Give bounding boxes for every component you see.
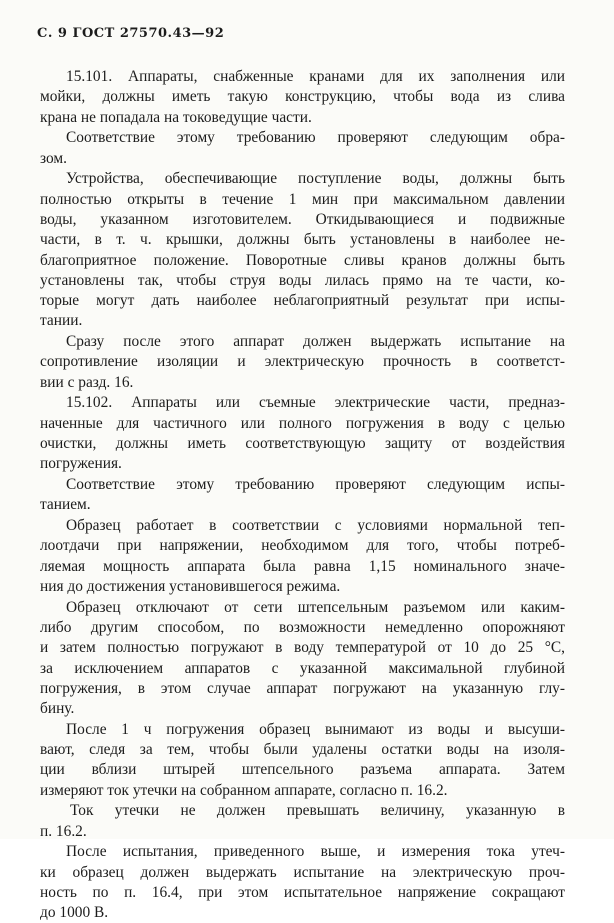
text-line: Образец отключают от сети штепсельным разъемом или каким- bbox=[66, 598, 565, 616]
text-line: После 1 ч погружения образец вынимают из воды и высуши- bbox=[66, 720, 565, 738]
text-line: Соответствие этому требованию проверяют следующим обра- bbox=[66, 129, 565, 147]
text-line: торые могут дать наиболее неблагоприятный результат при испы- bbox=[40, 292, 565, 310]
text-line: установлены так, чтобы струя воды лилась прямо на те части, ко- bbox=[40, 271, 565, 289]
text-line: п. 16.2. bbox=[40, 822, 87, 840]
text-line: танием. bbox=[40, 496, 91, 514]
page-header: С. 9 ГОСТ 27570.43—92 bbox=[37, 26, 225, 41]
text-line: ность по п. 16.4, при этом испытательное напряжение сокращают bbox=[40, 884, 565, 901]
text-line: очистки, должны иметь соответствующую защиту от воздействия bbox=[40, 435, 565, 452]
text-line: полностью открыты в течение 1 мин при максимальном давлении bbox=[40, 190, 565, 208]
text-line: измеряют ток утечки на собранном аппарате, согласно п. 16.2. bbox=[40, 781, 448, 799]
text-line: тании. bbox=[40, 312, 83, 330]
text-line: вают, следя за тем, чтобы были удалены остатки воды на изоля- bbox=[40, 741, 565, 759]
text-line: погружения. bbox=[40, 455, 122, 473]
text-line: Сразу после этого аппарат должен выдержать испытание на bbox=[66, 333, 565, 351]
text-line: 15.101. Аппараты, снабженные кранами для их заполнения или bbox=[66, 68, 565, 85]
text-line: ции вблизи штырей штепсельного разъема аппарата. Затем bbox=[40, 761, 565, 779]
text-line: Образец работает в соответствии с условиями нормальной теп- bbox=[66, 517, 565, 534]
text-line: и затем полностью погружают в воду температурой от 10 до 25 °С, bbox=[40, 639, 565, 657]
text-line: ляемая мощность аппарата была равна 1,15 номинального значе- bbox=[40, 557, 565, 575]
text-line: либо другим способом, по возможности немедленно опорожняют bbox=[40, 618, 565, 636]
text-line: Соответствие этому требованию проверяют следующим испы- bbox=[66, 476, 565, 493]
text-line: После испытания, приведенного выше, и измерения тока утеч- bbox=[66, 843, 565, 861]
text-line: зом. bbox=[40, 149, 67, 167]
text-line: наченные для частичного или полного погружения в воду с целью bbox=[40, 414, 565, 432]
text-line: ния до достижения установившегося режима. bbox=[40, 577, 341, 595]
text-line: за исключением аппаратов с указанной максимальной глубиной bbox=[40, 659, 565, 677]
text-line: крана не попадала на токоведущие части. bbox=[40, 108, 312, 126]
text-line: вии с разд. 16. bbox=[40, 373, 134, 391]
text-line: бину. bbox=[40, 700, 75, 718]
text-line: части, в т. ч. крышки, должны быть установлены в наиболее не- bbox=[40, 231, 565, 249]
text-line: мойки, должны иметь такую конструкцию, чтобы вода из слива bbox=[40, 88, 565, 106]
text-line: до 1000 В. bbox=[40, 904, 109, 922]
text-line: воды, указанном изготовителем. Откидывающиеся и подвижные bbox=[40, 210, 565, 228]
text-line: сопротивление изоляции и электрическую прочность в соответст- bbox=[40, 353, 565, 371]
text-line: ки образец должен выдержать испытание на электрическую проч- bbox=[40, 863, 565, 881]
text-line: благоприятное положение. Поворотные сливы кранов должны быть bbox=[40, 251, 565, 269]
text-line: Устройства, обеспечивающие поступление воды, должны быть bbox=[66, 170, 565, 188]
text-line: 15.102. Аппараты или съемные электрические части, предназ- bbox=[66, 394, 565, 412]
text-line: лоотдачи при напряжении, необходимом для того, чтобы потреб- bbox=[40, 537, 565, 555]
text-line: Ток утечки не должен превышать величину, указанную в bbox=[70, 802, 565, 820]
text-line: погружения, в этом случае аппарат погружают на указанную глу- bbox=[40, 679, 565, 697]
